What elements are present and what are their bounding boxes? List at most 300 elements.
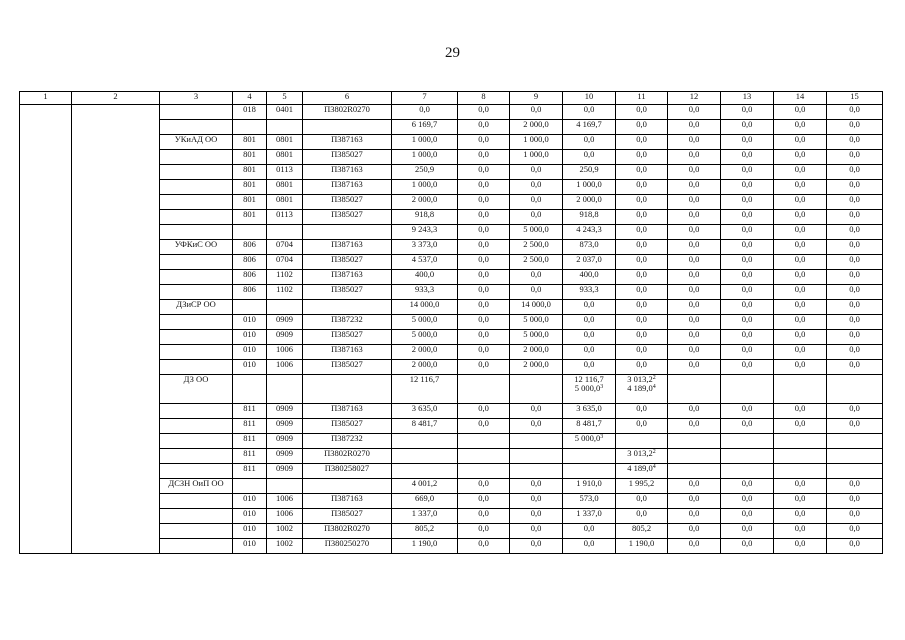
- table-cell: [160, 434, 233, 449]
- table-cell: 0,0: [774, 105, 827, 120]
- org-label: ДЗиСР ОО: [160, 300, 233, 315]
- table-cell: 1 000,0: [392, 150, 458, 165]
- table-cell: 0,0: [721, 240, 774, 255]
- table-cell: [160, 539, 233, 554]
- table-cell: 0,0: [774, 210, 827, 225]
- table-cell: 0,0: [510, 195, 563, 210]
- table-cell: 9: [510, 92, 563, 105]
- table-cell: 0,0: [510, 165, 563, 180]
- table-cell: 0,0: [827, 225, 883, 240]
- table-cell: 0,0: [774, 360, 827, 375]
- table-cell: 0,0: [510, 539, 563, 554]
- table-cell: 0,0: [668, 524, 721, 539]
- cell-line: 12 116,7: [574, 374, 604, 384]
- table-cell: 400,0: [392, 270, 458, 285]
- table-cell: [510, 464, 563, 479]
- table-cell: 0704: [267, 240, 303, 255]
- table-cell: 0,0: [616, 210, 668, 225]
- table-cell: [233, 120, 267, 135]
- table-cell: П385027: [303, 255, 392, 270]
- table-cell: [827, 464, 883, 479]
- table-cell: [668, 434, 721, 449]
- table-cell: 0,0: [616, 150, 668, 165]
- table-cell: [160, 419, 233, 434]
- table-cell: [233, 300, 267, 315]
- table-cell: П380250270: [303, 539, 392, 554]
- table-cell: 010: [233, 345, 267, 360]
- table-cell: [721, 375, 774, 404]
- table-cell: [303, 479, 392, 494]
- table-cell: 0,0: [721, 270, 774, 285]
- table-cell: 14 000,0: [510, 300, 563, 315]
- table-cell: 3 635,0: [563, 404, 616, 419]
- table-cell: 1006: [267, 494, 303, 509]
- table-cell: [668, 449, 721, 464]
- table-cell: 0,0: [616, 404, 668, 419]
- table-cell: 4 001,2: [392, 479, 458, 494]
- budget-table: [19, 91, 883, 554]
- table-cell: 010: [233, 509, 267, 524]
- table-cell: [160, 165, 233, 180]
- table-cell: 0,0: [827, 105, 883, 120]
- table-cell: 5 000,0: [392, 315, 458, 330]
- org-label: ДСЗН ОиП ОО: [160, 479, 233, 494]
- table-cell: 0,0: [827, 240, 883, 255]
- table-cell: 0,0: [774, 225, 827, 240]
- table-cell: 0,0: [458, 479, 510, 494]
- table-cell: 0,0: [510, 524, 563, 539]
- table-cell: 0,0: [721, 330, 774, 345]
- table-cell: 0,0: [774, 524, 827, 539]
- table-cell: [721, 449, 774, 464]
- table-cell: 2 000,0: [510, 120, 563, 135]
- table-cell: П385027: [303, 210, 392, 225]
- table-cell: П385027: [303, 285, 392, 300]
- table-cell: 8 481,7: [563, 419, 616, 434]
- table-cell: 0,0: [774, 345, 827, 360]
- table-cell: 0801: [267, 195, 303, 210]
- table-cell: 0,0: [827, 180, 883, 195]
- table-cell: 0,0: [458, 300, 510, 315]
- table-cell: 0,0: [616, 240, 668, 255]
- table-cell: 0,0: [827, 120, 883, 135]
- table-cell: [827, 449, 883, 464]
- table-cell: 2 000,0: [392, 360, 458, 375]
- table-cell: [160, 120, 233, 135]
- table-cell: 0,0: [721, 285, 774, 300]
- table-cell: [510, 375, 563, 404]
- table-cell: [392, 464, 458, 479]
- table-cell: 2 037,0: [563, 255, 616, 270]
- table-cell: 0113: [267, 210, 303, 225]
- table-cell: 0,0: [616, 509, 668, 524]
- table-cell: 250,9: [563, 165, 616, 180]
- table-cell: П385027: [303, 330, 392, 345]
- table-cell: 13: [721, 92, 774, 105]
- table-cell: 0,0: [668, 150, 721, 165]
- table-cell: 0,0: [668, 120, 721, 135]
- cell-line: 5 000,0$^3$: [574, 383, 604, 393]
- table-cell: 918,8: [563, 210, 616, 225]
- table-cell: 0,0: [458, 524, 510, 539]
- table-cell: 1 000,0: [510, 135, 563, 150]
- table-cell: 1 337,0: [563, 509, 616, 524]
- column-2-merged: [72, 105, 160, 554]
- table-cell: 0,0: [721, 494, 774, 509]
- table-cell: [303, 375, 392, 404]
- table-cell: [458, 449, 510, 464]
- table-cell: П387163: [303, 165, 392, 180]
- table-cell: 1002: [267, 539, 303, 554]
- table-cell: 4 537,0: [392, 255, 458, 270]
- table-cell: 1102: [267, 285, 303, 300]
- footnote-mark: 3: [600, 434, 604, 440]
- table-cell: 0,0: [668, 509, 721, 524]
- table-row: [20, 105, 883, 120]
- table-cell: 0,0: [616, 195, 668, 210]
- table-cell: 811: [233, 464, 267, 479]
- table-cell: 0,0: [827, 195, 883, 210]
- table-cell: 1 190,0: [392, 539, 458, 554]
- table-cell: 0,0: [827, 150, 883, 165]
- table-cell: 0,0: [616, 165, 668, 180]
- table-cell: 0909: [267, 330, 303, 345]
- table-cell: [616, 434, 668, 449]
- table-cell: 0,0: [668, 210, 721, 225]
- table-cell: 933,3: [392, 285, 458, 300]
- table-cell: 0,0: [721, 225, 774, 240]
- table-cell: 0,0: [668, 180, 721, 195]
- table-cell: 0,0: [827, 300, 883, 315]
- table-cell: 0,0: [616, 285, 668, 300]
- table-cell: 669,0: [392, 494, 458, 509]
- footnote-mark: 2: [652, 449, 656, 455]
- table-cell: 0,0: [721, 165, 774, 180]
- table-cell: 0,0: [721, 210, 774, 225]
- table-cell: [668, 375, 721, 404]
- table-cell: 0,0: [721, 360, 774, 375]
- table-cell: 0,0: [774, 539, 827, 554]
- table-cell: 2 500,0: [510, 240, 563, 255]
- table-cell: 873,0: [563, 240, 616, 255]
- table-cell: 4 169,7: [563, 120, 616, 135]
- table-cell: [392, 434, 458, 449]
- table-cell: [267, 225, 303, 240]
- table-cell: 801: [233, 180, 267, 195]
- table-cell: 2: [72, 92, 160, 105]
- table-cell: 805,2: [392, 524, 458, 539]
- table-cell: 5 000,0$^3$: [563, 434, 616, 449]
- table-cell: П3802R0270: [303, 524, 392, 539]
- table-cell: [160, 180, 233, 195]
- table-cell: 0,0: [563, 539, 616, 554]
- table-cell: [303, 300, 392, 315]
- table-cell: 0,0: [510, 105, 563, 120]
- table-cell: 4 243,3: [563, 225, 616, 240]
- table-cell: 0,0: [458, 255, 510, 270]
- table-cell: 811: [233, 419, 267, 434]
- table-cell: 4 189,0$^4$: [616, 464, 668, 479]
- table-cell: П387163: [303, 345, 392, 360]
- table-cell: 0,0: [563, 105, 616, 120]
- table-cell: 0,0: [668, 270, 721, 285]
- table-cell: 0,0: [774, 419, 827, 434]
- table-cell: [160, 494, 233, 509]
- table-cell: [160, 195, 233, 210]
- table-cell: П380258027: [303, 464, 392, 479]
- table-cell: 0,0: [510, 270, 563, 285]
- table-cell: [160, 285, 233, 300]
- table-cell: 0,0: [827, 165, 883, 180]
- table-cell: 0,0: [721, 120, 774, 135]
- table-cell: 0,0: [774, 120, 827, 135]
- footnote-mark: 3: [600, 384, 604, 390]
- table-cell: П3802R0270: [303, 105, 392, 120]
- table-cell: 0,0: [668, 165, 721, 180]
- table-cell: 0,0: [458, 240, 510, 255]
- table-cell: 0,0: [721, 539, 774, 554]
- table-cell: 7: [392, 92, 458, 105]
- table-cell: 0,0: [774, 195, 827, 210]
- table-cell: 0,0: [774, 479, 827, 494]
- table-cell: 801: [233, 195, 267, 210]
- table-cell: 0,0: [458, 150, 510, 165]
- table-cell: 918,8: [392, 210, 458, 225]
- table-cell: 806: [233, 255, 267, 270]
- table-cell: 0,0: [668, 539, 721, 554]
- table-cell: [458, 375, 510, 404]
- table-cell: 0909: [267, 404, 303, 419]
- table-cell: [267, 300, 303, 315]
- table-cell: 0,0: [563, 345, 616, 360]
- table-cell: 1006: [267, 509, 303, 524]
- table-cell: [160, 464, 233, 479]
- table-cell: [668, 464, 721, 479]
- table-cell: [267, 479, 303, 494]
- table-cell: 0,0: [668, 225, 721, 240]
- table-cell: 0,0: [774, 300, 827, 315]
- table-cell: 0,0: [668, 195, 721, 210]
- table-cell: 0,0: [458, 404, 510, 419]
- table-cell: 1006: [267, 360, 303, 375]
- cell-line: 4 189,0$^4$: [627, 383, 656, 393]
- table-cell: 0,0: [458, 165, 510, 180]
- table-cell: [233, 375, 267, 404]
- table-cell: 0,0: [616, 120, 668, 135]
- table-cell: 0,0: [616, 494, 668, 509]
- table-cell: [774, 375, 827, 404]
- table-cell: 801: [233, 165, 267, 180]
- table-cell: 6: [303, 92, 392, 105]
- table-cell: [827, 375, 883, 404]
- table-cell: 0,0: [510, 180, 563, 195]
- table-cell: [721, 464, 774, 479]
- table-cell: 8 481,7: [392, 419, 458, 434]
- page-number: 29: [445, 45, 460, 61]
- table-cell: 6 169,7: [392, 120, 458, 135]
- table-cell: [458, 464, 510, 479]
- table-cell: 0,0: [827, 210, 883, 225]
- table-cell: 0,0: [458, 360, 510, 375]
- table-cell: 0113: [267, 165, 303, 180]
- table-cell: 0,0: [458, 270, 510, 285]
- table-cell: 0801: [267, 150, 303, 165]
- table-cell: 0,0: [827, 404, 883, 419]
- org-label: УФКиС ОО: [160, 240, 233, 255]
- table-cell: 3: [160, 92, 233, 105]
- table-cell: [303, 120, 392, 135]
- table-cell: [774, 449, 827, 464]
- table-cell: 0,0: [668, 105, 721, 120]
- table-cell: 0,0: [668, 345, 721, 360]
- column-1-merged: [20, 105, 72, 554]
- table-cell: [267, 375, 303, 404]
- table-cell: 0,0: [774, 404, 827, 419]
- table-cell: 0,0: [827, 135, 883, 150]
- table-cell: 2 000,0: [563, 195, 616, 210]
- table-cell: 0,0: [827, 330, 883, 345]
- table-cell: 5 000,0: [510, 225, 563, 240]
- table-cell: 0,0: [510, 494, 563, 509]
- table-cell: 1002: [267, 524, 303, 539]
- table-cell: [563, 464, 616, 479]
- table-cell: 0801: [267, 135, 303, 150]
- table-cell: 0,0: [721, 509, 774, 524]
- footnote-mark: 4: [652, 384, 656, 390]
- table-cell: 0,0: [563, 524, 616, 539]
- table-cell: 3 635,0: [392, 404, 458, 419]
- table-cell: 0,0: [774, 509, 827, 524]
- table-cell: [510, 449, 563, 464]
- table-cell: [774, 434, 827, 449]
- table-cell: 0,0: [721, 315, 774, 330]
- table-cell: 0,0: [458, 315, 510, 330]
- table-cell: 0,0: [616, 255, 668, 270]
- table-cell: 5 000,0: [392, 330, 458, 345]
- table-cell: 0,0: [774, 180, 827, 195]
- table-cell: 1 995,2: [616, 479, 668, 494]
- table-cell: 8: [458, 92, 510, 105]
- table-cell: П387163: [303, 180, 392, 195]
- table-cell: 811: [233, 449, 267, 464]
- table-cell: 0,0: [616, 270, 668, 285]
- table-cell: [392, 449, 458, 464]
- table-cell: 0,0: [510, 285, 563, 300]
- table-cell: 010: [233, 330, 267, 345]
- table-cell: [267, 120, 303, 135]
- table-cell: 0,0: [563, 360, 616, 375]
- table-cell: 811: [233, 434, 267, 449]
- table-cell: 0,0: [668, 240, 721, 255]
- table-cell: 018: [233, 105, 267, 120]
- table-cell: 0,0: [827, 524, 883, 539]
- table-cell: 0,0: [458, 419, 510, 434]
- table-cell: П387163: [303, 270, 392, 285]
- table-cell: 0,0: [827, 539, 883, 554]
- table-cell: 0,0: [774, 135, 827, 150]
- table-cell: 0,0: [774, 330, 827, 345]
- table-cell: 0,0: [458, 330, 510, 345]
- table-cell: 3 373,0: [392, 240, 458, 255]
- table-cell: [160, 404, 233, 419]
- table-cell: 0,0: [774, 315, 827, 330]
- table-cell: 0,0: [827, 479, 883, 494]
- table-cell: 805,2: [616, 524, 668, 539]
- table-cell: П385027: [303, 509, 392, 524]
- table-cell: [616, 375, 668, 404]
- table-cell: [827, 434, 883, 449]
- table-cell: 0909: [267, 315, 303, 330]
- table-cell: 0,0: [774, 240, 827, 255]
- header-row: [20, 92, 883, 105]
- table-cell: 2 000,0: [392, 345, 458, 360]
- table-cell: 0909: [267, 434, 303, 449]
- table-cell: 0,0: [721, 135, 774, 150]
- table-cell: 0,0: [827, 494, 883, 509]
- table-cell: 0,0: [827, 509, 883, 524]
- table-cell: 0,0: [458, 285, 510, 300]
- table-cell: 0,0: [721, 479, 774, 494]
- table-cell: 0,0: [668, 360, 721, 375]
- table-cell: [721, 434, 774, 449]
- table-cell: 400,0: [563, 270, 616, 285]
- table-cell: [160, 255, 233, 270]
- table-cell: 0,0: [774, 255, 827, 270]
- table-cell: [160, 225, 233, 240]
- table-cell: 0909: [267, 464, 303, 479]
- table-cell: 0,0: [458, 180, 510, 195]
- table-cell: [233, 225, 267, 240]
- table-cell: 0,0: [827, 255, 883, 270]
- table-cell: 0,0: [458, 195, 510, 210]
- table-cell: [160, 345, 233, 360]
- table-cell: 0,0: [616, 330, 668, 345]
- table-cell: 0,0: [668, 300, 721, 315]
- table-cell: 1006: [267, 345, 303, 360]
- table-cell: 801: [233, 150, 267, 165]
- table-cell: [160, 315, 233, 330]
- table-cell: 250,9: [392, 165, 458, 180]
- table-cell: 0,0: [668, 404, 721, 419]
- table-cell: [303, 225, 392, 240]
- table-cell: 0,0: [510, 404, 563, 419]
- table-cell: 0,0: [510, 509, 563, 524]
- table-cell: 010: [233, 315, 267, 330]
- table-cell: 933,3: [563, 285, 616, 300]
- table-cell: 801: [233, 135, 267, 150]
- table-cell: 0,0: [774, 165, 827, 180]
- table-cell: 2 500,0: [510, 255, 563, 270]
- table-cell: 11: [616, 92, 668, 105]
- table-cell: 0,0: [458, 345, 510, 360]
- table-cell: 0,0: [774, 270, 827, 285]
- table-cell: 0,0: [563, 150, 616, 165]
- table-cell: 0704: [267, 255, 303, 270]
- table-cell: 0,0: [827, 360, 883, 375]
- table-cell: 0,0: [668, 494, 721, 509]
- table-cell: П387232: [303, 315, 392, 330]
- table-cell: 1 910,0: [563, 479, 616, 494]
- table-cell: 0,0: [721, 105, 774, 120]
- table-cell: 12: [668, 92, 721, 105]
- table-cell: 801: [233, 210, 267, 225]
- table-cell: П387163: [303, 135, 392, 150]
- footnote-mark: 4: [652, 464, 656, 470]
- footnote-mark: 2: [652, 375, 656, 381]
- table-cell: 0,0: [458, 210, 510, 225]
- table-cell: 14 000,0: [392, 300, 458, 315]
- table-cell: 0,0: [458, 509, 510, 524]
